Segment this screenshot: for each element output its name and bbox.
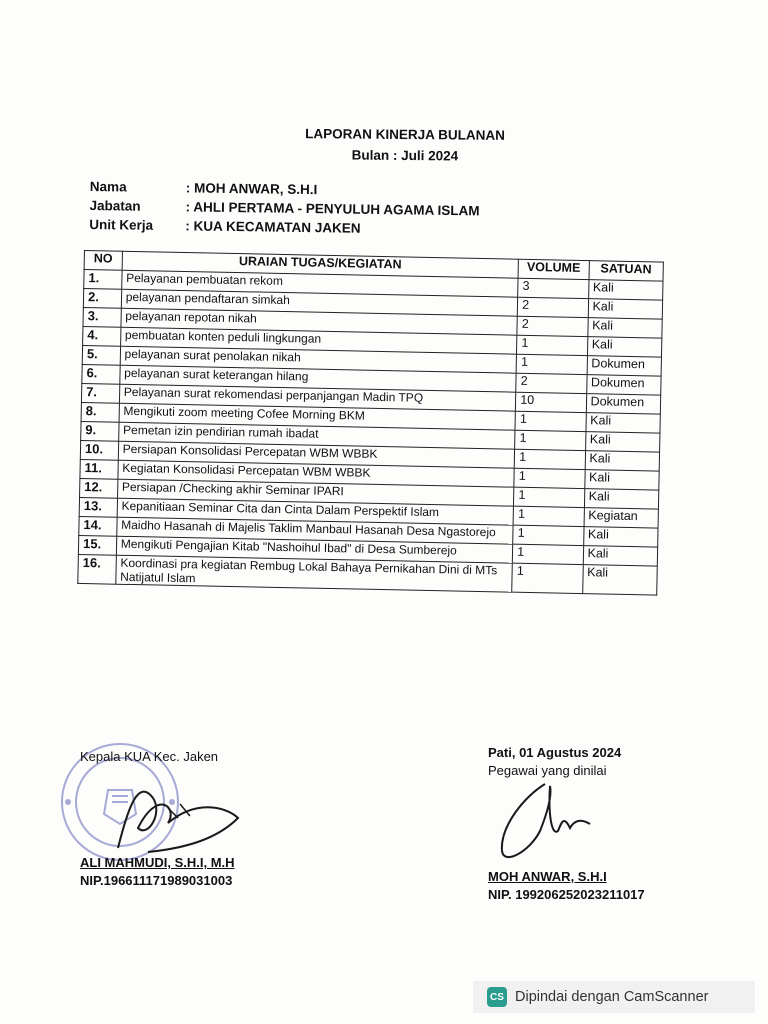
row-description: Mengikuti Pengajian Kitab "Nashoihul Ibad" di Desa Sumberejo [116, 536, 513, 563]
row-unit: Kali [584, 470, 659, 490]
watermark-text: Dipindai dengan CamScanner [515, 989, 709, 1005]
identity-label: Jabatan [89, 197, 141, 214]
row-number: 16. [78, 554, 116, 584]
row-number: 3. [83, 307, 121, 327]
row-unit: Kali [587, 318, 662, 338]
row-volume: 1 [514, 487, 585, 507]
row-description: Pelayanan pembuatan rekom [121, 270, 518, 297]
task-table-wrapper [77, 250, 664, 596]
identity-value: : KUA KECAMATAN JAKEN [185, 218, 361, 236]
header-no: NO [84, 251, 122, 271]
row-description: Mengikuti zoom meeting Cofee Morning BKM [119, 403, 516, 430]
right-signature-block [488, 744, 645, 904]
right-signer-nip: NIP. 199206252023211017 [488, 887, 645, 902]
document-title [230, 122, 580, 167]
row-description: pelayanan repotan nikah [121, 308, 518, 335]
left-signer-nip: NIP.196611171989031003 [80, 873, 233, 888]
camscanner-logo-icon: CS [487, 987, 507, 1007]
row-volume: 1 [513, 506, 584, 526]
row-description: Persiapan Konsolidasi Percepatan WBM WBBK [118, 441, 515, 468]
identity-label: Nama [89, 178, 127, 195]
signing-place-date: Pati, 01 Agustus 2024 [488, 745, 622, 760]
left-signer-role: Kepala KUA Kec. Jaken [80, 749, 219, 764]
header-description: URAIAN TUGAS/KEGIATAN [122, 251, 519, 278]
row-unit: Kali [585, 451, 660, 471]
row-unit: Kali [585, 432, 660, 452]
row-volume: 1 [515, 411, 586, 431]
task-table [77, 250, 664, 596]
row-number: 15. [78, 535, 116, 555]
row-volume: 1 [517, 335, 588, 355]
header-unit: SATUAN [589, 261, 664, 281]
left-signature-block [80, 748, 235, 890]
row-number: 14. [79, 516, 117, 536]
row-volume: 2 [517, 297, 588, 317]
row-description: Kepanitiaan Seminar Cita dan Cinta Dalam Perspektif Islam [117, 498, 514, 525]
row-unit: Dokumen [586, 394, 661, 414]
row-unit: Kali [583, 546, 658, 566]
left-signer-name: ALI MAHMUDI, S.H.I, M.H [80, 855, 235, 870]
row-unit: Kali [588, 299, 663, 319]
row-volume: 1 [512, 563, 583, 593]
row-volume: 1 [514, 449, 585, 469]
right-signer-name: MOH ANWAR, S.H.I [488, 869, 607, 884]
row-volume: 1 [513, 525, 584, 545]
row-number: 13. [79, 497, 117, 517]
row-number: 1. [84, 270, 122, 290]
title-line-1: LAPORAN KINERJA BULANAN [305, 126, 506, 143]
row-unit: Dokumen [587, 356, 662, 376]
row-description: pelayanan surat keterangan hilang [120, 365, 517, 392]
row-description: pelayanan pendaftaran simkah [121, 289, 518, 316]
row-unit: Kali [588, 280, 663, 300]
row-number: 10. [80, 440, 118, 460]
row-description: pembuatan konten peduli lingkungan [120, 327, 517, 354]
row-description: Maidho Hasanah di Majelis Taklim Manbaul Hasanah Desa Ngastorejo [116, 517, 513, 544]
row-volume: 1 [514, 468, 585, 488]
row-number: 6. [82, 364, 120, 384]
row-number: 5. [82, 345, 120, 365]
row-unit: Dokumen [586, 375, 661, 395]
row-volume: 1 [515, 430, 586, 450]
identity-block [89, 177, 480, 239]
row-unit: Kali [584, 489, 659, 509]
title-line-2: Bulan : Juli 2024 [351, 147, 459, 164]
row-number: 9. [81, 421, 119, 441]
right-signer-role: Pegawai yang dinilai [488, 763, 607, 778]
camscanner-watermark [473, 981, 755, 1013]
row-number: 8. [81, 402, 119, 422]
row-number: 12. [80, 478, 118, 498]
row-description: Kegiatan Konsolidasi Percepatan WBM WBBK [118, 460, 515, 487]
row-description: Persiapan /Checking akhir Seminar IPARI [117, 479, 514, 506]
row-unit: Kegiatan [584, 508, 659, 528]
row-volume: 10 [516, 392, 587, 412]
row-unit: Kali [582, 565, 657, 595]
row-unit: Kali [583, 527, 658, 547]
row-unit: Kali [586, 413, 661, 433]
row-number: 7. [81, 383, 119, 403]
row-volume: 1 [513, 544, 584, 564]
header-volume: VOLUME [518, 259, 589, 279]
table-body [78, 270, 663, 596]
identity-value: : MOH ANWAR, S.H.I [185, 180, 318, 198]
row-description: Pemetan izin pendirian rumah ibadat [118, 422, 515, 449]
row-volume: 3 [518, 278, 589, 298]
identity-value: : AHLI PERTAMA - PENYULUH AGAMA ISLAM [185, 199, 480, 219]
row-unit: Kali [587, 337, 662, 357]
row-number: 11. [80, 459, 118, 479]
row-description: Pelayanan surat rekomendasi perpanjangan Madin TPQ [119, 384, 516, 411]
row-description: Koordinasi pra kegiatan Rembug Lokal Bahaya Pernikahan Dini di MTs Natijatul Islam [116, 555, 513, 592]
row-number: 2. [83, 289, 121, 309]
identity-label: Unit Kerja [89, 216, 154, 233]
row-description: pelayanan surat penolakan nikah [120, 346, 517, 373]
row-number: 4. [83, 326, 121, 346]
row-volume: 2 [517, 316, 588, 336]
row-volume: 2 [516, 373, 587, 393]
row-volume: 1 [516, 354, 587, 374]
